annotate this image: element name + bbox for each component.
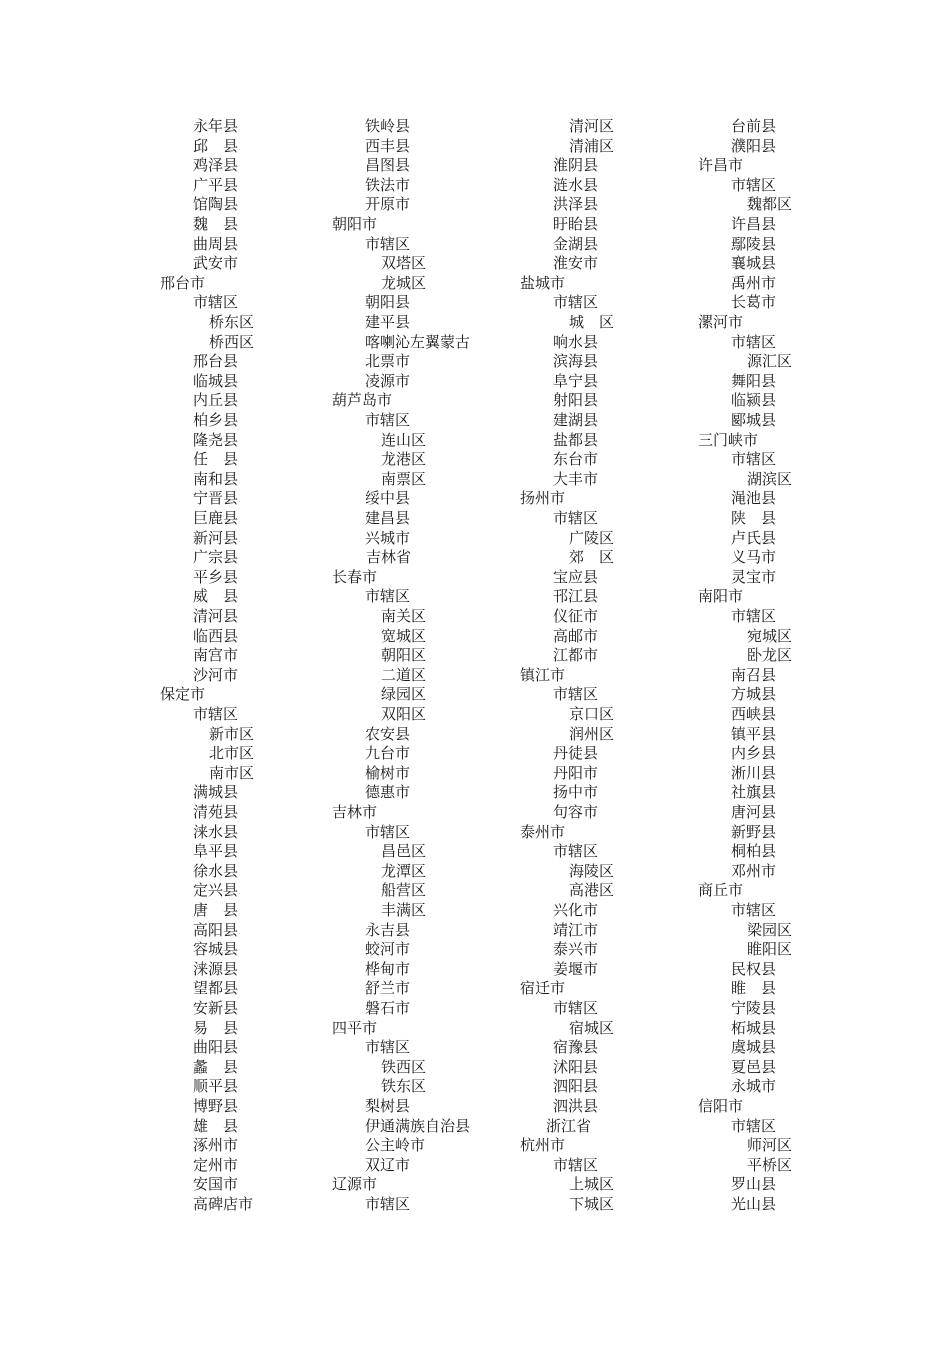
- district-entry: 任 县: [193, 450, 239, 469]
- district-entry: 榆树市: [365, 763, 411, 782]
- district-entry: 市辖区: [553, 999, 599, 1017]
- district-entry: 宛城区: [747, 626, 793, 645]
- district-entry: 广陵区: [569, 528, 615, 547]
- district-entry: 梨树县: [365, 1097, 411, 1115]
- district-entry: 武安市: [193, 254, 239, 273]
- district-entry: 淅川县: [731, 763, 777, 782]
- district-entry: 内丘县: [193, 391, 239, 410]
- province-heading: 浙江省: [546, 1116, 592, 1135]
- district-entry: 清浦区: [569, 136, 615, 155]
- district-entry: 郊 区: [569, 548, 615, 567]
- district-entry: 柘城县: [731, 1018, 777, 1037]
- district-entry: 双辽市: [365, 1155, 411, 1174]
- district-entry: 柏乡县: [193, 411, 239, 429]
- district-entry: 隆尧县: [193, 430, 239, 449]
- city-heading: 葫芦岛市: [332, 391, 393, 410]
- district-entry: 九台市: [365, 744, 411, 763]
- district-entry: 易 县: [193, 1018, 239, 1037]
- city-heading: 宿迁市: [520, 979, 566, 998]
- district-entry: 下城区: [569, 1195, 615, 1213]
- district-entry: 铁西区: [381, 1057, 427, 1076]
- district-entry: 襄城县: [731, 254, 777, 273]
- province-heading: 吉林省: [366, 548, 412, 567]
- district-entry: 魏 县: [193, 215, 239, 233]
- district-entry: 新河县: [193, 528, 239, 547]
- district-entry: 临西县: [193, 626, 239, 645]
- district-entry: 南宫市: [193, 646, 239, 665]
- district-entry: 方城县: [731, 685, 777, 704]
- city-heading: 漯河市: [698, 313, 744, 331]
- district-entry: 定州市: [193, 1155, 239, 1174]
- district-entry: 长葛市: [731, 293, 777, 312]
- district-entry: 永年县: [193, 117, 239, 135]
- district-entry: 市辖区: [365, 411, 411, 429]
- district-entry: 蠡 县: [193, 1057, 239, 1076]
- district-entry: 广平县: [193, 175, 239, 194]
- district-entry: 新市区: [209, 724, 255, 743]
- district-entry: 望都县: [193, 979, 239, 998]
- district-entry: 铁岭县: [365, 117, 411, 135]
- district-entry: 市辖区: [553, 509, 599, 527]
- district-entry: 宿豫县: [553, 1038, 599, 1057]
- city-heading: 三门峡市: [698, 430, 759, 449]
- district-entry: 绿园区: [381, 685, 427, 704]
- district-entry: 湖滨区: [747, 469, 793, 488]
- district-entry: 平乡县: [193, 567, 239, 586]
- district-entry: 安国市: [193, 1175, 239, 1194]
- district-entry: 临颍县: [731, 391, 777, 410]
- district-entry: 清苑县: [193, 803, 239, 821]
- district-entry: 沭阳县: [553, 1057, 599, 1076]
- district-entry: 桥西区: [209, 332, 255, 351]
- district-entry: 宽城区: [381, 626, 427, 645]
- district-entry: 唐 县: [193, 901, 239, 919]
- district-entry: 桐柏县: [731, 842, 777, 861]
- district-entry: 定兴县: [193, 881, 239, 900]
- district-entry: 龙城区: [381, 273, 427, 292]
- district-entry: 昌图县: [365, 156, 411, 175]
- district-entry: 义马市: [731, 548, 777, 567]
- district-entry: 丹阳市: [553, 763, 599, 782]
- district-entry: 舞阳县: [731, 371, 777, 390]
- district-entry: 朝阳区: [381, 646, 427, 665]
- district-entry: 涞水县: [193, 822, 239, 841]
- district-entry: 市辖区: [365, 1195, 411, 1213]
- city-heading: 朝阳市: [332, 215, 378, 233]
- district-entry: 顺平县: [193, 1077, 239, 1096]
- district-entry: 鸡泽县: [193, 156, 239, 175]
- district-entry: 高阳县: [193, 920, 239, 939]
- district-entry: 睢 县: [731, 979, 777, 998]
- district-entry: 市辖区: [365, 587, 411, 606]
- district-entry: 市辖区: [553, 293, 599, 312]
- district-entry: 濮阳县: [731, 136, 777, 155]
- district-entry: 市辖区: [365, 822, 411, 841]
- district-entry: 邓州市: [731, 861, 777, 880]
- district-entry: 丹徒县: [553, 744, 599, 763]
- district-entry: 昌邑区: [381, 842, 427, 861]
- district-entry: 喀喇沁左翼蒙古: [365, 332, 471, 351]
- district-entry: 师河区: [747, 1136, 793, 1155]
- district-entry: 洪泽县: [553, 195, 599, 214]
- city-heading: 邢台市: [160, 273, 206, 292]
- district-entry: 睢阳区: [747, 940, 793, 959]
- district-entry: 句容市: [553, 803, 599, 821]
- district-entry: 二道区: [381, 665, 427, 684]
- district-entry: 桥东区: [209, 313, 255, 331]
- district-entry: 市辖区: [731, 175, 777, 194]
- district-entry: 姜堰市: [553, 959, 599, 978]
- city-heading: 泰州市: [520, 822, 566, 841]
- district-entry: 源汇区: [747, 352, 793, 371]
- district-entry: 罗山县: [731, 1175, 777, 1194]
- district-entry: 光山县: [731, 1195, 777, 1213]
- district-entry: 涞源县: [193, 959, 239, 978]
- district-entry: 伊通满族自治县: [365, 1116, 471, 1135]
- district-entry: 龙港区: [381, 450, 427, 469]
- district-entry: 磐石市: [365, 999, 411, 1017]
- district-entry: 阜宁县: [553, 371, 599, 390]
- district-entry: 虞城县: [731, 1038, 777, 1057]
- district-entry: 广宗县: [193, 548, 239, 567]
- district-entry: 靖江市: [553, 920, 599, 939]
- district-entry: 邱 县: [193, 136, 239, 155]
- district-entry: 仪征市: [553, 607, 599, 625]
- district-entry: 泗阳县: [553, 1077, 599, 1096]
- district-entry: 海陵区: [569, 861, 615, 880]
- district-entry: 市辖区: [731, 332, 777, 351]
- city-heading: 长春市: [332, 567, 378, 586]
- district-entry: 清河县: [193, 607, 239, 625]
- district-entry: 南票区: [381, 469, 427, 488]
- district-entry: 高碑店市: [193, 1195, 254, 1213]
- district-entry: 射阳县: [553, 391, 599, 410]
- district-entry: 灵宝市: [731, 567, 777, 586]
- district-entry: 双塔区: [381, 254, 427, 273]
- district-entry: 安新县: [193, 999, 239, 1017]
- district-entry: 德惠市: [365, 783, 411, 802]
- district-entry: 宁晋县: [193, 489, 239, 508]
- district-entry: 南召县: [731, 665, 777, 684]
- district-entry: 市辖区: [731, 450, 777, 469]
- district-entry: 滨海县: [553, 352, 599, 371]
- district-entry: 曲周县: [193, 234, 239, 253]
- district-entry: 润州区: [569, 724, 615, 743]
- district-entry: 西丰县: [365, 136, 411, 155]
- district-entry: 大丰市: [553, 469, 599, 488]
- district-entry: 朝阳县: [365, 293, 411, 312]
- district-entry: 涟水县: [553, 175, 599, 194]
- district-entry: 卢氏县: [731, 528, 777, 547]
- district-entry: 连山区: [381, 430, 427, 449]
- district-entry: 扬中市: [553, 783, 599, 802]
- district-entry: 鄢陵县: [731, 234, 777, 253]
- district-entry: 巨鹿县: [193, 509, 239, 527]
- district-entry: 城 区: [569, 313, 615, 331]
- district-entry: 泗洪县: [553, 1097, 599, 1115]
- district-entry: 船营区: [381, 881, 427, 900]
- city-heading: 南阳市: [698, 587, 744, 606]
- district-entry: 金湖县: [553, 234, 599, 253]
- district-entry: 市辖区: [553, 842, 599, 861]
- city-heading: 四平市: [332, 1018, 378, 1037]
- district-entry: 市辖区: [193, 705, 239, 723]
- district-entry: 涿州市: [193, 1136, 239, 1155]
- district-entry: 市辖区: [731, 1116, 777, 1135]
- district-entry: 魏都区: [747, 195, 793, 214]
- city-heading: 许昌市: [698, 156, 744, 175]
- district-entry: 上城区: [569, 1175, 615, 1194]
- district-entry: 南关区: [381, 607, 427, 625]
- district-entry: 公主岭市: [365, 1136, 426, 1155]
- city-heading: 信阳市: [698, 1097, 744, 1115]
- city-heading: 辽源市: [332, 1175, 378, 1194]
- district-entry: 威 县: [193, 587, 239, 606]
- district-entry: 铁法市: [365, 175, 411, 194]
- district-entry: 馆陶县: [193, 195, 239, 214]
- district-entry: 市辖区: [193, 293, 239, 312]
- district-entry: 北市区: [209, 744, 255, 763]
- district-entry: 宝应县: [553, 567, 599, 586]
- district-entry: 曲阳县: [193, 1038, 239, 1057]
- district-entry: 丰满区: [381, 901, 427, 919]
- district-entry: 泰兴市: [553, 940, 599, 959]
- district-entry: 永城市: [731, 1077, 777, 1096]
- district-entry: 南市区: [209, 763, 255, 782]
- district-entry: 永吉县: [365, 920, 411, 939]
- district-entry: 清河区: [569, 117, 615, 135]
- district-entry: 建昌县: [365, 509, 411, 527]
- district-entry: 博野县: [193, 1097, 239, 1115]
- district-entry: 市辖区: [365, 234, 411, 253]
- district-entry: 市辖区: [553, 685, 599, 704]
- district-entry: 龙潭区: [381, 861, 427, 880]
- district-entry: 徐水县: [193, 861, 239, 880]
- district-entry: 镇平县: [731, 724, 777, 743]
- city-heading: 商丘市: [698, 881, 744, 900]
- district-entry: 宁陵县: [731, 999, 777, 1017]
- district-entry: 西峡县: [731, 705, 777, 723]
- district-entry: 容城县: [193, 940, 239, 959]
- district-entry: 雄 县: [193, 1116, 239, 1135]
- district-entry: 许昌县: [731, 215, 777, 233]
- city-heading: 保定市: [160, 685, 206, 704]
- district-entry: 桦甸市: [365, 959, 411, 978]
- district-entry: 临城县: [193, 371, 239, 390]
- district-entry: 南和县: [193, 469, 239, 488]
- city-heading: 扬州市: [520, 489, 566, 508]
- district-entry: 凌源市: [365, 371, 411, 390]
- district-entry: 蛟河市: [365, 940, 411, 959]
- district-entry: 兴化市: [553, 901, 599, 919]
- district-entry: 市辖区: [731, 901, 777, 919]
- city-heading: 盐城市: [520, 273, 566, 292]
- district-entry: 唐河县: [731, 803, 777, 821]
- district-entry: 市辖区: [553, 1155, 599, 1174]
- district-entry: 民权县: [731, 959, 777, 978]
- district-entry: 满城县: [193, 783, 239, 802]
- district-entry: 梁园区: [747, 920, 793, 939]
- district-entry: 禹州市: [731, 273, 777, 292]
- district-entry: 阜平县: [193, 842, 239, 861]
- district-entry: 农安县: [365, 724, 411, 743]
- district-entry: 开原市: [365, 195, 411, 214]
- district-entry: 北票市: [365, 352, 411, 371]
- district-entry: 市辖区: [731, 607, 777, 625]
- district-entry: 江都市: [553, 646, 599, 665]
- district-entry: 宿城区: [569, 1018, 615, 1037]
- district-entry: 社旗县: [731, 783, 777, 802]
- district-entry: 盱眙县: [553, 215, 599, 233]
- district-entry: 高邮市: [553, 626, 599, 645]
- district-entry: 建平县: [365, 313, 411, 331]
- district-entry: 市辖区: [365, 1038, 411, 1057]
- district-entry: 平桥区: [747, 1155, 793, 1174]
- district-entry: 内乡县: [731, 744, 777, 763]
- district-entry: 响水县: [553, 332, 599, 351]
- city-heading: 杭州市: [520, 1136, 566, 1155]
- district-entry: 高港区: [569, 881, 615, 900]
- district-entry: 铁东区: [381, 1077, 427, 1096]
- district-entry: 卧龙区: [747, 646, 793, 665]
- district-entry: 渑池县: [731, 489, 777, 508]
- district-entry: 盐都县: [553, 430, 599, 449]
- district-entry: 夏邑县: [731, 1057, 777, 1076]
- district-entry: 舒兰市: [365, 979, 411, 998]
- district-entry: 东台市: [553, 450, 599, 469]
- district-entry: 邢台县: [193, 352, 239, 371]
- district-entry: 沙河市: [193, 665, 239, 684]
- district-entry: 郾城县: [731, 411, 777, 429]
- city-heading: 吉林市: [332, 803, 378, 821]
- district-entry: 淮阴县: [553, 156, 599, 175]
- district-entry: 台前县: [731, 117, 777, 135]
- district-entry: 绥中县: [365, 489, 411, 508]
- city-heading: 镇江市: [520, 665, 566, 684]
- district-entry: 建湖县: [553, 411, 599, 429]
- district-entry: 兴城市: [365, 528, 411, 547]
- district-entry: 陕 县: [731, 509, 777, 527]
- district-entry: 新野县: [731, 822, 777, 841]
- district-entry: 双阳区: [381, 705, 427, 723]
- district-entry: 淮安市: [553, 254, 599, 273]
- district-entry: 京口区: [569, 705, 615, 723]
- district-entry: 邗江县: [553, 587, 599, 606]
